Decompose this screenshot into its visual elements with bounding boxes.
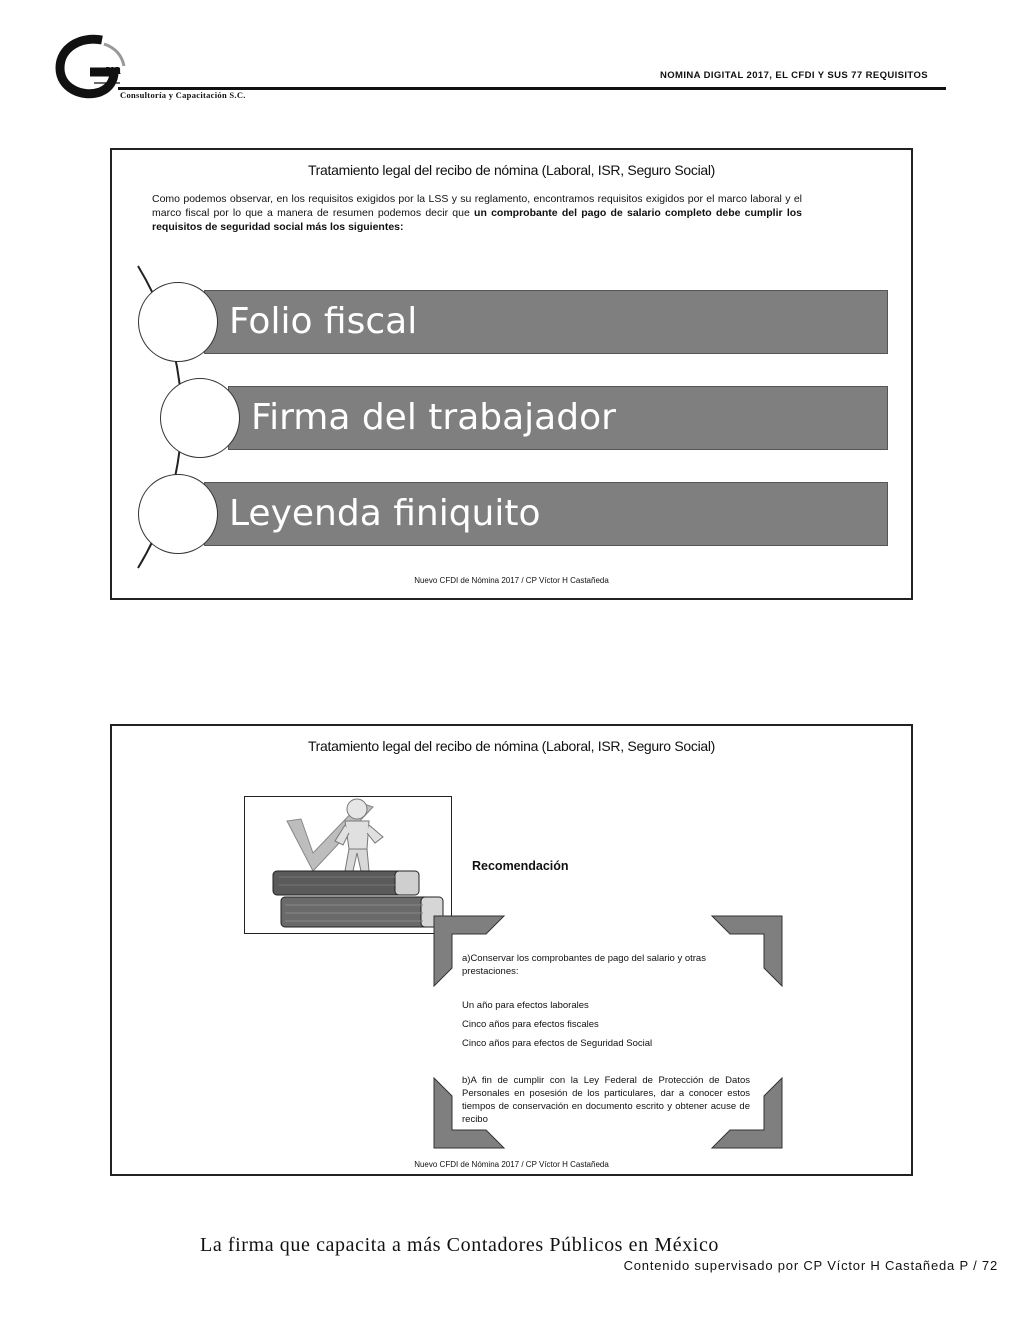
document-title: NOMINA DIGITAL 2017, EL CFDI Y SUS 77 REQUISITOS (659, 70, 928, 81)
logo-letters: va (106, 62, 121, 78)
slide-footer: Nuevo CFDI de Nómina 2017 / CP Víctor H Castañeda (414, 1160, 609, 1169)
retention-period-laboral: Un año para efectos laborales (462, 1000, 589, 1011)
bullet-circle (138, 474, 218, 554)
recommendation-point-a: a)Conservar los comprobantes de pago del salario y otras prestaciones: (462, 953, 706, 977)
footer-slogan: La firma que capacita a más Contadores Públicos en México (200, 1234, 720, 1256)
books-figure-icon (245, 797, 451, 933)
logo-tagline: Consultoría y Capacitación S.C. (120, 90, 246, 100)
retention-period-fiscal: Cinco años para efectos fiscales (462, 1019, 599, 1030)
bullet-circle (138, 282, 218, 362)
recommendation-heading: Recomendación (472, 859, 569, 873)
intro-normal-text: Como podemos observar, en los requisitos exigidos por la LSS y su reglamento, encontramos requisitos exigidos por el marco laboral y el marco fiscal por lo que a manera de resumen podemos decir que (152, 193, 802, 219)
requirement-bar-folio (204, 290, 888, 354)
books-checkmark-illustration (244, 796, 452, 934)
slide-title: Tratamiento legal del recibo de nómina (Laboral, ISR, Seguro Social) (307, 162, 716, 178)
requirement-label: Leyenda finiquito (229, 493, 541, 534)
slide-recomendacion (110, 724, 913, 1176)
recommendation-point-b: b)A fin de cumplir con la Ley Federal de Protección de Datos Personales en posesión de los particulares, dar a conocer estos tiempos de conservación en documento escrito y obtener acuse de recibo (462, 1075, 750, 1125)
retention-period-imss: Cinco años para efectos de Seguridad Social (462, 1038, 653, 1049)
footer-credit-page-number: Contenido supervisado por CP Víctor H Castañeda P / 72 (623, 1258, 998, 1273)
header-divider (118, 87, 946, 90)
slide-requisitos (110, 148, 913, 600)
requirement-label: Firma del trabajador (251, 397, 616, 438)
requirement-bar-leyenda (204, 482, 888, 546)
bullet-circle (160, 378, 240, 458)
slide-title: Tratamiento legal del recibo de nómina (Laboral, ISR, Seguro Social) (307, 738, 716, 754)
intro-bold-text: un comprobante del pago de salario completo debe cumplir los requisitos de seguridad social más los siguientes: (152, 207, 802, 233)
requirement-bar-firma (228, 386, 888, 450)
requirement-label: Folio fiscal (229, 301, 418, 342)
slide-footer: Nuevo CFDI de Nómina 2017 / CP Víctor H Castañeda (414, 576, 609, 585)
slide-intro-text (152, 192, 802, 234)
